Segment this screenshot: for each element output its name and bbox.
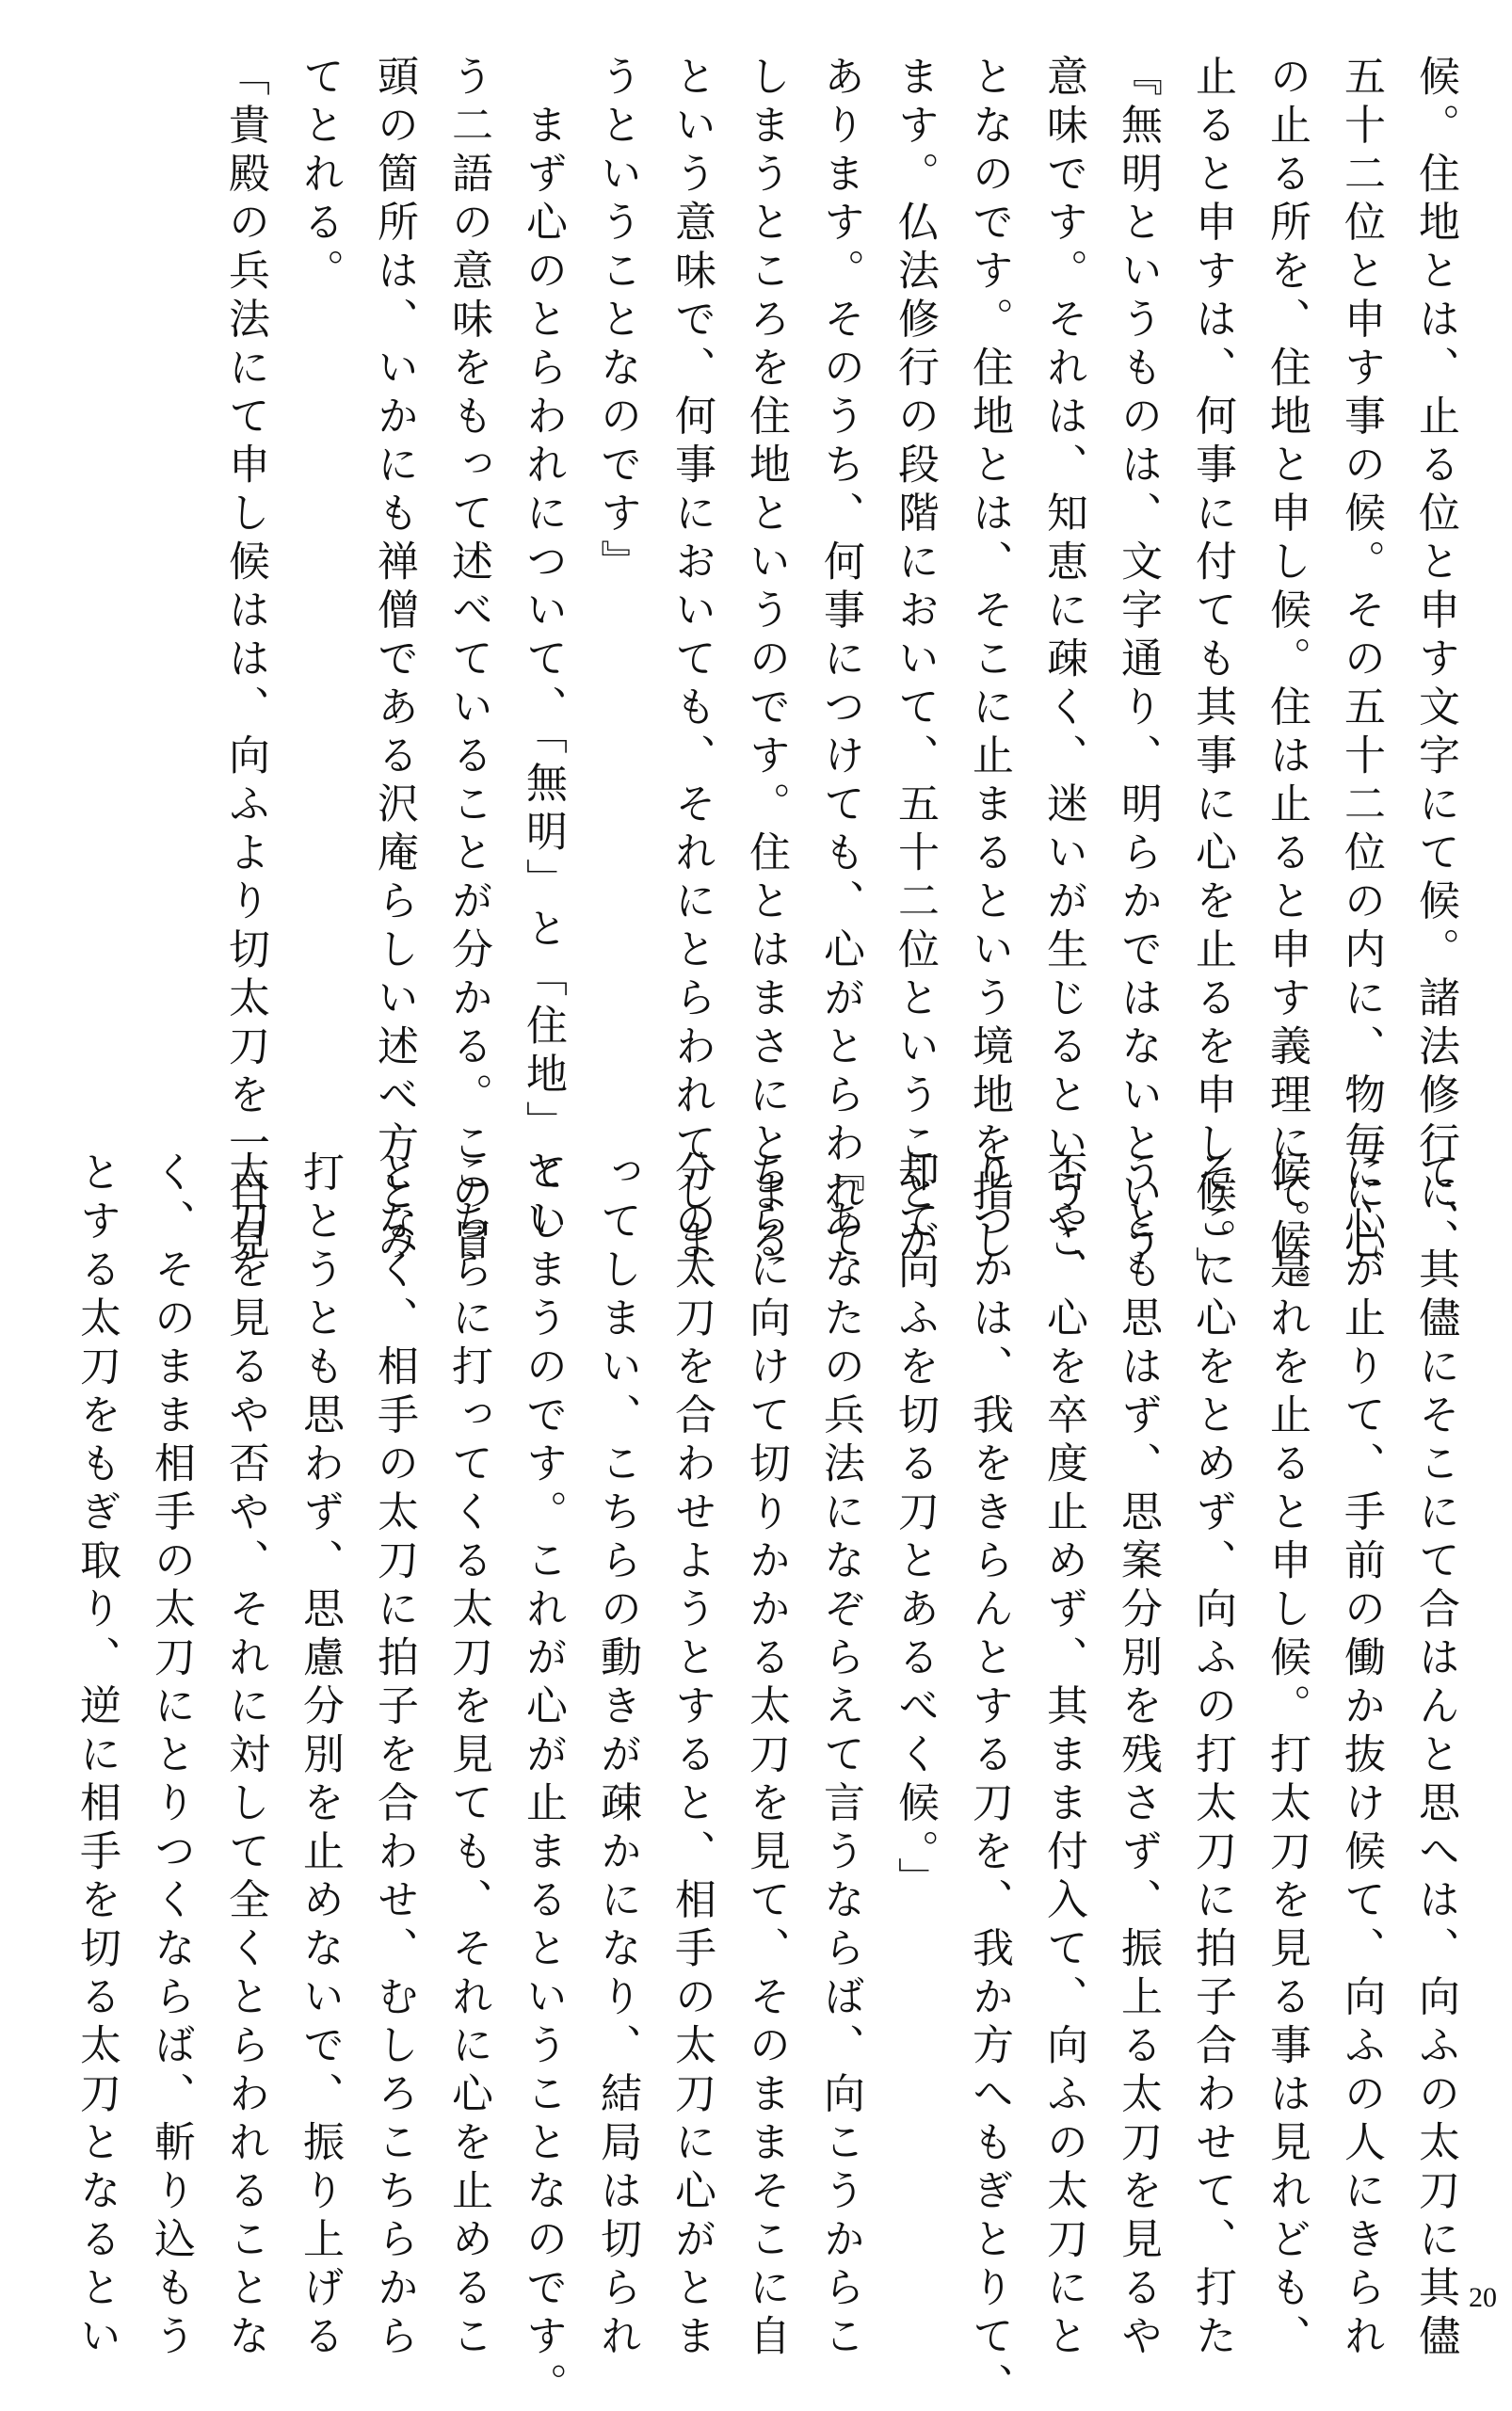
text-column: うということなのです』 <box>593 55 641 588</box>
text-column: こちらに打ってくる太刀を見ても、それに心を止めるこ <box>444 1150 492 2363</box>
text-column: となく、相手の太刀に拍子を合わせ、むしろこちらから <box>370 1150 418 2363</box>
text-column: 五十二位と申す事の候。その五十二位の内に、物毎に心 <box>1337 55 1385 1267</box>
text-column: 止ると申すは、何事に付ても其事に心を止るを申し候。」 <box>1188 55 1236 1294</box>
text-column: う二語の意味をもって述べていることが分かる。この冒 <box>444 55 492 1267</box>
text-column: く、そのまま相手の太刀にとりつくならば、斬り込もう <box>147 1150 195 2363</box>
text-column: まず心のとらわれについて、「無明」と「住地」とい <box>519 55 567 1246</box>
text-column: 『無明というものは、文字通り、明らかではないという <box>1114 55 1162 1267</box>
text-column: ちらに向けて切りかかる太刀を見て、そのままそこに自 <box>742 1150 790 2363</box>
text-column: 候。是れを止ると申し候。打太刀を見る事は見れども、 <box>1263 1150 1311 2363</box>
text-column: ってしまい、こちらの動きが疎かになり、結局は切られ <box>593 1150 641 2363</box>
text-column: 「貴殿の兵法にて申し候はは、向ふより切太刀を一目見 <box>221 55 269 1267</box>
text-column: うとも思はず、思案分別を残さず、振上る太刀を見るや <box>1114 1150 1162 2363</box>
text-column: りつかは、我をきらんとする刀を、我か方へもぎとりて、 <box>965 1150 1013 2411</box>
text-column: 否や、心を卒度止めず、其まま付入て、向ふの太刀にと <box>1039 1150 1087 2363</box>
text-column: 意味です。それは、知恵に疎く、迷いが生じるというこ <box>1039 55 1087 1267</box>
text-column: そこに心をとめず、向ふの打太刀に拍子合わせて、打た <box>1188 1150 1236 2363</box>
text-column: あります。そのうち、何事につけても、心がとらわれて <box>816 55 864 1267</box>
text-column: 却て向ふを切る刀とあるべく候。」 <box>891 1150 939 1905</box>
text-column: 分の太刀を合わせようとすると、相手の太刀に心がとま <box>668 1150 716 2363</box>
text-column: 太刀を見るや否や、それに対して全くとらわれることな <box>221 1150 269 2363</box>
upper-text-block <box>18 55 1472 1315</box>
text-column: 『あなたの兵法になぞらえて言うならば、向こうからこ <box>816 1150 864 2363</box>
text-column: てしまうのです。これが心が止まるということなのです。 <box>519 1150 567 2411</box>
text-column: となのです。住地とは、そこに止まるという境地を指し <box>965 55 1013 1267</box>
text-column: て、其儘にそこにて合はんと思へは、向ふの太刀に其儘 <box>1411 1150 1459 2363</box>
page-number: 20 <box>1469 2282 1497 2313</box>
text-column: とする太刀をもぎ取り、逆に相手を切る太刀となるとい <box>72 1150 121 2363</box>
text-column: という意味で、何事においても、それにとらわれてしま <box>668 55 716 1267</box>
text-column: 打とうとも思わず、思慮分別を止めないで、振り上げる <box>296 1150 344 2363</box>
text-column: てとれる。 <box>296 55 344 297</box>
text-column: ます。仏法修行の段階において、五十二位ということが <box>891 55 939 1267</box>
lower-text-block <box>18 1150 1472 2411</box>
text-column: しまうところを住地というのです。住とはまさにとまる <box>742 55 790 1267</box>
text-column: の止る所を、住地と申し候。住は止ると申す義理にて候。 <box>1263 55 1311 1315</box>
text-column: 頭の箇所は、いかにも禅僧である沢庵らしい述べ方とみ <box>370 55 418 1267</box>
text-column: 候。住地とは、止る位と申す文字にて候。諸法修行に、 <box>1411 55 1459 1267</box>
text-column: に心が止りて、手前の働か抜け候て、向ふの人にきられ <box>1337 1150 1385 2363</box>
